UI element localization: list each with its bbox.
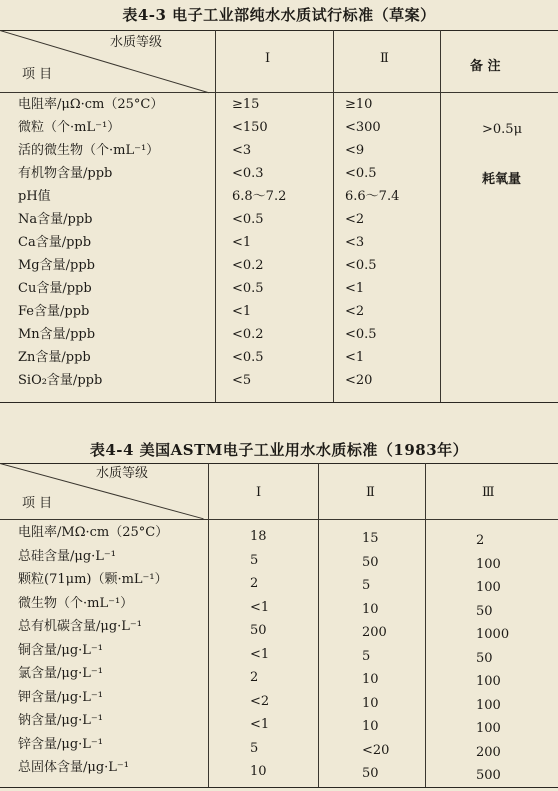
table2-row-grade-1: 2 (250, 576, 259, 591)
table2-row-grade-2: 10 (362, 672, 379, 687)
table1-row-grade-1: <0.5 (232, 212, 264, 227)
table2-row-item: 电阻率/MΩ·cm（25°C） (18, 525, 169, 540)
table1-col-divider-2 (333, 30, 334, 402)
table2-row-grade-2: 200 (362, 625, 387, 640)
table2-row-grade-2: 50 (362, 766, 379, 781)
table2-row-grade-2: 10 (362, 601, 379, 617)
table2-row-grade-1: <1 (250, 599, 270, 615)
table1-row-grade-1: <0.2 (232, 327, 264, 342)
table2-row-grade-1: 50 (250, 623, 267, 638)
table2-title: 表4-4 美国ASTM电子工业用水水质标准（1983年） (89, 441, 469, 459)
table1-row-note: 耗氧量 (482, 172, 522, 187)
table1-col-header-2: Ⅱ (380, 51, 389, 66)
table1-row-item: Cu含量/ppb (18, 281, 92, 296)
table1-row-item: 有机物含量/ppb (18, 166, 113, 181)
table2-top-rule (0, 463, 558, 464)
table2-col-header-2: Ⅱ (366, 485, 375, 500)
table1-row-grade-2: <2 (345, 304, 365, 319)
table1-col-header-notes: 备 注 (470, 59, 501, 74)
table1-row-grade-2: <9 (345, 143, 365, 158)
table1-row-grade-1: <0.2 (232, 258, 264, 273)
table2-row-item: 总固体含量/μg·L⁻¹ (18, 760, 129, 775)
table1-col-divider-3 (440, 30, 441, 402)
table2-row-item: 铜含量/μg·L⁻¹ (18, 642, 103, 658)
table1-row-grade-1: <1 (232, 304, 252, 319)
table2-row-grade-3: 100 (476, 697, 501, 713)
table2-row-grade-3: 100 (476, 580, 501, 595)
table2-row-grade-3: 2 (476, 533, 485, 548)
table2-row-item: 颗粒(71μm)（颗·mL⁻¹） (18, 572, 168, 587)
table1-row-grade-2: <0.5 (345, 327, 377, 342)
table2-row-grade-2: 15 (362, 531, 379, 546)
table1-col-divider-1 (215, 30, 216, 402)
table1-row-item: 电阻率/μΩ·cm（25°C） (18, 97, 164, 112)
table1-row-grade-1: 6.8～7.2 (232, 189, 287, 204)
table1-row-grade-1: <1 (232, 235, 252, 250)
table1-row-item: Ca含量/ppb (18, 235, 92, 250)
table2-row-grade-3: 100 (476, 556, 501, 572)
table2-bottom-rule (0, 787, 558, 788)
table2-col-divider-3 (425, 463, 426, 787)
table1-row-grade-2: <0.5 (345, 258, 377, 273)
table1-header-item: 项 目 (22, 67, 53, 82)
table2-row-grade-3: 500 (476, 768, 501, 783)
table2-col-divider-2 (318, 463, 319, 787)
table2-row-grade-1: 5 (250, 552, 259, 568)
table1-row-grade-2: ≥10 (345, 97, 373, 112)
table1-bottom-rule (0, 402, 558, 403)
table1-row-grade-2: <0.5 (345, 166, 377, 181)
table2-header-quality: 水质等级 (96, 466, 149, 481)
table2-row-grade-1: <2 (250, 693, 270, 709)
table1-row-item: 微粒（个·mL⁻¹） (18, 120, 121, 135)
table2-row-grade-1: <1 (250, 646, 270, 662)
table2-row-item: 钠含量/μg·L⁻¹ (18, 713, 103, 728)
table1-row-grade-2: <1 (345, 281, 365, 296)
table2-row-item: 锌含量/μg·L⁻¹ (18, 736, 103, 752)
table1-row-item: Na含量/ppb (18, 212, 93, 227)
table1-row-grade-2: <300 (345, 120, 381, 135)
table1-row-item: 活的微生物（个·mL⁻¹） (18, 143, 160, 158)
table2-row-grade-2: 50 (362, 554, 379, 570)
table1-row-item: Zn含量/ppb (18, 350, 91, 365)
table2-row-item: 微生物（个·mL⁻¹） (18, 595, 134, 611)
table1-row-item: Fe含量/ppb (18, 304, 90, 319)
table2-row-grade-3: 100 (476, 674, 501, 689)
table2-header-item: 项 目 (22, 496, 53, 511)
table1-row-grade-1: <150 (232, 120, 268, 135)
table2-row-grade-3: 200 (476, 744, 501, 760)
table1-row-grade-1: ≥15 (232, 97, 260, 112)
table1-row-grade-1: <0.3 (232, 166, 264, 181)
table2-row-item: 钾含量/μg·L⁻¹ (18, 689, 103, 705)
table1-row-grade-2: 6.6～7.4 (345, 189, 400, 204)
table2-row-grade-1: 5 (250, 740, 259, 756)
table2-row-grade-1: <1 (250, 717, 270, 732)
table1-row-grade-2: <20 (345, 373, 373, 388)
table2-row-grade-2: 10 (362, 695, 379, 711)
table1-row-grade-1: <0.5 (232, 350, 264, 365)
table2-row-grade-3: 50 (476, 603, 493, 619)
table1-header-rule (0, 92, 558, 93)
table2-col-header-3: Ⅲ (482, 485, 495, 500)
table1-header-quality: 水质等级 (110, 35, 163, 50)
table1-row-item: pH值 (18, 189, 51, 204)
table1-col-header-1: Ⅰ (265, 51, 271, 66)
table2-row-grade-3: 1000 (476, 627, 510, 642)
table2-row-grade-2: <20 (362, 742, 390, 758)
table2-row-grade-2: 5 (362, 648, 371, 664)
table1-row-item: Mn含量/ppb (18, 327, 96, 342)
table1-row-grade-1: <5 (232, 373, 252, 388)
table2-row-item: 氯含量/μg·L⁻¹ (18, 666, 103, 681)
table2-row-item: 总有机碳含量/μg·L⁻¹ (18, 619, 142, 634)
table1-row-grade-1: <3 (232, 143, 252, 158)
table1-row-item: SiO₂含量/ppb (18, 373, 103, 388)
table2-row-grade-1: 10 (250, 764, 267, 779)
table1-row-item: Mg含量/ppb (18, 258, 95, 273)
table1-title: 表4-3 电子工业部纯水水质试行标准（草案） (122, 6, 436, 24)
table2-col-header-1: Ⅰ (256, 485, 262, 500)
table2-row-grade-2: 5 (362, 578, 371, 593)
table1-top-rule (0, 30, 558, 31)
table2-row-item: 总硅含量/μg·L⁻¹ (18, 548, 116, 564)
table1-row-note: >0.5μ (482, 122, 523, 137)
table2-row-grade-1: 18 (250, 529, 267, 544)
table1-row-grade-2: <3 (345, 235, 365, 250)
table2-header-rule (0, 519, 558, 520)
table1-row-grade-2: <2 (345, 212, 365, 227)
table2-row-grade-2: 10 (362, 719, 379, 734)
table2-row-grade-1: 2 (250, 670, 259, 685)
table1-row-grade-1: <0.5 (232, 281, 264, 296)
table2-row-grade-3: 100 (476, 721, 501, 736)
table1-row-grade-2: <1 (345, 350, 365, 365)
table2-row-grade-3: 50 (476, 650, 493, 666)
table2-col-divider-1 (208, 463, 209, 787)
